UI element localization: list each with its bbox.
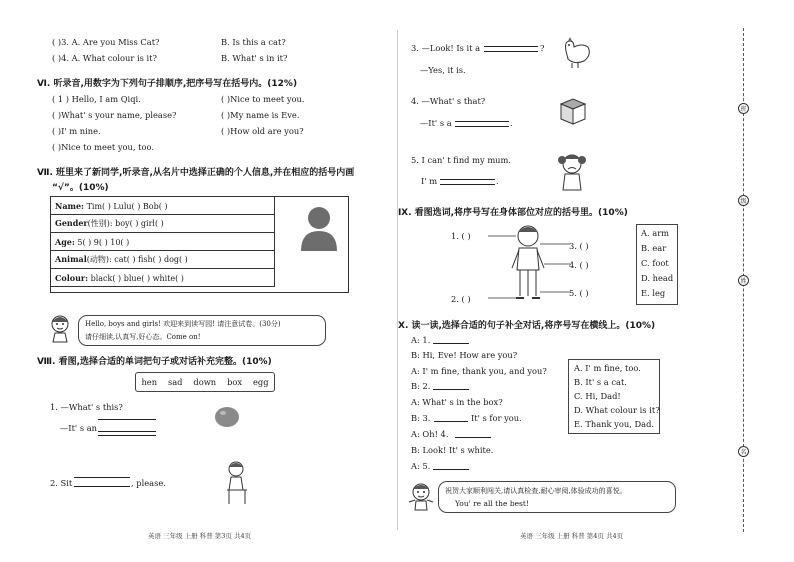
encouragement-bubble: [78, 315, 326, 346]
card-row-animal: Animal(动物): cat( ) fish( ) dog( ): [51, 251, 275, 269]
section-10-title: Ⅹ. 读一读,选择合适的句子补全对话,将序号写在横线上。(10%): [398, 321, 656, 331]
q4-period: .: [510, 118, 513, 128]
boy-mascot-icon: [406, 480, 436, 512]
section-9-title: Ⅸ. 看图选词,将序号写在身体部位对应的括号里。(10%): [398, 208, 628, 218]
card-row-name: Name: Tim( ) Lulu( ) Bob( ): [51, 197, 275, 215]
card-row-age: Age: 5( ) 9( ) 10( ): [51, 233, 275, 251]
binding-label-xing: 姓: [738, 275, 749, 286]
q3-answer-blank[interactable]: [484, 42, 538, 52]
boy-body-diagram-icon: [488, 222, 570, 304]
q8-2-answer-blank[interactable]: [74, 477, 130, 487]
q4-answer-prefix: —It' s a: [420, 118, 452, 128]
body-mark-4: 4. ( ): [569, 260, 589, 270]
option-arm: A. arm: [641, 228, 670, 238]
q3-reply: —Yes, it is.: [420, 65, 466, 75]
body-mark-1: 1. ( ): [451, 231, 471, 241]
dialog-option-d: D. What colour is it?: [574, 405, 660, 415]
dialog-line-4: B: 2.: [411, 381, 431, 391]
option-ear: B. ear: [641, 243, 667, 253]
word-hen: hen: [141, 377, 158, 387]
question-3-option-b: B. Is this a cat?: [221, 37, 286, 47]
hen-picture-icon: [558, 35, 594, 69]
closing-bubble: [438, 481, 676, 513]
dialog-line-3: A: I' m fine, thank you, and you?: [411, 366, 547, 376]
section-7-title-line2: “√”。(10%): [52, 183, 109, 193]
word-box: box: [227, 377, 243, 387]
sec6-left-item-4: ( )Nice to meet you, too.: [52, 142, 154, 152]
word-egg: egg: [252, 377, 269, 387]
dialog-line-1: A: 1.: [411, 335, 431, 345]
q8-1-answer-guide: [98, 426, 156, 436]
q8-2-prefix: 2. Sit: [50, 478, 73, 488]
egg-picture-icon: [213, 405, 241, 429]
dialog-line-6-tail: It' s for you.: [471, 413, 522, 423]
word-down: down: [193, 377, 217, 387]
avatar-placeholder-icon: [299, 205, 339, 251]
dialog-blank-3[interactable]: [434, 412, 468, 422]
word-sad: sad: [167, 377, 183, 387]
sec6-left-item-2: ( )What' s your name, please?: [52, 110, 177, 120]
section-8-title: Ⅷ. 看图,选择合适的单词把句子或对话补充完整。(10%): [37, 357, 272, 367]
dialog-blank-4[interactable]: [455, 428, 491, 438]
q3-question: 3. —Look! Is it a: [411, 43, 481, 53]
sitting-girl-picture-icon: [222, 460, 252, 506]
bubble-line-1: Hello, boys and girls! 欢迎来到读写园! 请注意试卷。(30分): [85, 320, 281, 328]
q4-answer-blank[interactable]: [455, 117, 509, 127]
q8-1-question: 1. —What' s this?: [50, 402, 123, 412]
question-4-option-a: ( )4. A. What colour is it?: [52, 53, 157, 63]
dialog-option-e: E. Thank you, Dad.: [574, 419, 655, 429]
dialog-options-box: [568, 359, 660, 434]
body-mark-5: 5. ( ): [569, 288, 589, 298]
closing-bubble-line-2: You' re all the best!: [455, 499, 529, 508]
option-head: D. head: [641, 273, 674, 283]
dialog-blank-2[interactable]: [433, 380, 469, 390]
body-mark-3: 3. ( ): [569, 241, 589, 251]
section-7-title-line1: Ⅶ. 班里来了新同学,听录音,从名片中选择正确的个人信息,并在相应的括号内画: [37, 168, 355, 178]
question-3-option-a: ( )3. A. Are you Miss Cat?: [52, 37, 160, 47]
dialog-option-b: B. It' s a cat.: [574, 377, 627, 387]
section-6-title: Ⅵ. 听录音,用数字为下列句子排顺序,把序号写在括号内。(12%): [37, 79, 298, 89]
sec6-right-item-2: ( )My name is Eve.: [221, 110, 300, 120]
q5-answer-prefix: I' m: [421, 176, 438, 186]
body-mark-2: 2. ( ): [451, 294, 471, 304]
dialog-line-9: A: 5.: [411, 461, 431, 471]
name-card: [50, 196, 349, 293]
q3-question-mark: ?: [540, 43, 545, 53]
dialog-line-2: B: Hi, Eve! How are you?: [411, 350, 518, 360]
sec6-right-item-1: ( )Nice to meet you.: [221, 94, 305, 104]
q5-period: .: [496, 176, 499, 186]
dialog-option-c: C. Hi, Dad!: [574, 391, 621, 401]
closing-bubble-line-1: 祝贺大家顺利闯关,请认真检查,耐心审阅,体验成功的喜悦。: [445, 487, 627, 495]
page-4-footer: 英语 三年级 上册 科普 第4页 共4页: [520, 532, 624, 540]
sad-girl-picture-icon: [556, 150, 588, 192]
dialog-line-8: B: Look! It' s white.: [411, 445, 494, 455]
q8-1-guide-line: [98, 410, 156, 420]
option-foot: C. foot: [641, 258, 669, 268]
dialog-blank-1[interactable]: [433, 334, 469, 344]
girl-mascot-icon: [45, 312, 75, 344]
binding-label-ming: 名: [738, 446, 749, 457]
card-row-colour: Colour: black( ) blue( ) white( ): [51, 269, 275, 287]
sec6-left-item-3: ( )I' m nine.: [52, 126, 101, 136]
binding-label-ji: 级: [738, 195, 749, 206]
box-picture-icon: [558, 95, 588, 125]
q5-statement: 5. I can' t find my mum.: [411, 155, 512, 165]
binding-label-ban: 班: [738, 103, 749, 114]
dialog-line-6: B: 3.: [411, 413, 431, 423]
question-4-option-b: B. What' s in it?: [221, 53, 288, 63]
q5-answer-blank[interactable]: [440, 175, 495, 185]
dialog-option-a: A. I' m fine, too.: [574, 363, 641, 373]
page-divider: [397, 30, 398, 530]
q4-question: 4. —What' s that?: [411, 96, 486, 106]
body-parts-options: [636, 224, 678, 305]
q8-1-answer-prefix: —It' s an: [60, 423, 98, 433]
dialog-line-7: A: Oh! 4.: [411, 429, 449, 439]
sec6-left-item-1: ( 1 ) Hello, I am Qiqi.: [52, 94, 141, 104]
sec6-right-item-3: ( )How old are you?: [221, 126, 304, 136]
option-leg: E. leg: [641, 288, 666, 298]
page-3-footer: 英语 三年级 上册 科普 第3页 共4页: [148, 532, 252, 540]
q8-2-suffix: , please.: [131, 478, 166, 488]
dialog-line-5: A: What' s in the box?: [411, 397, 503, 407]
card-row-gender: Gender(性别): boy( ) girl( ): [51, 215, 275, 233]
bubble-line-2: 请仔细读,认真写,好心态。Come on!: [85, 333, 201, 341]
dialog-blank-5[interactable]: [433, 460, 469, 470]
word-bank: [135, 372, 275, 392]
